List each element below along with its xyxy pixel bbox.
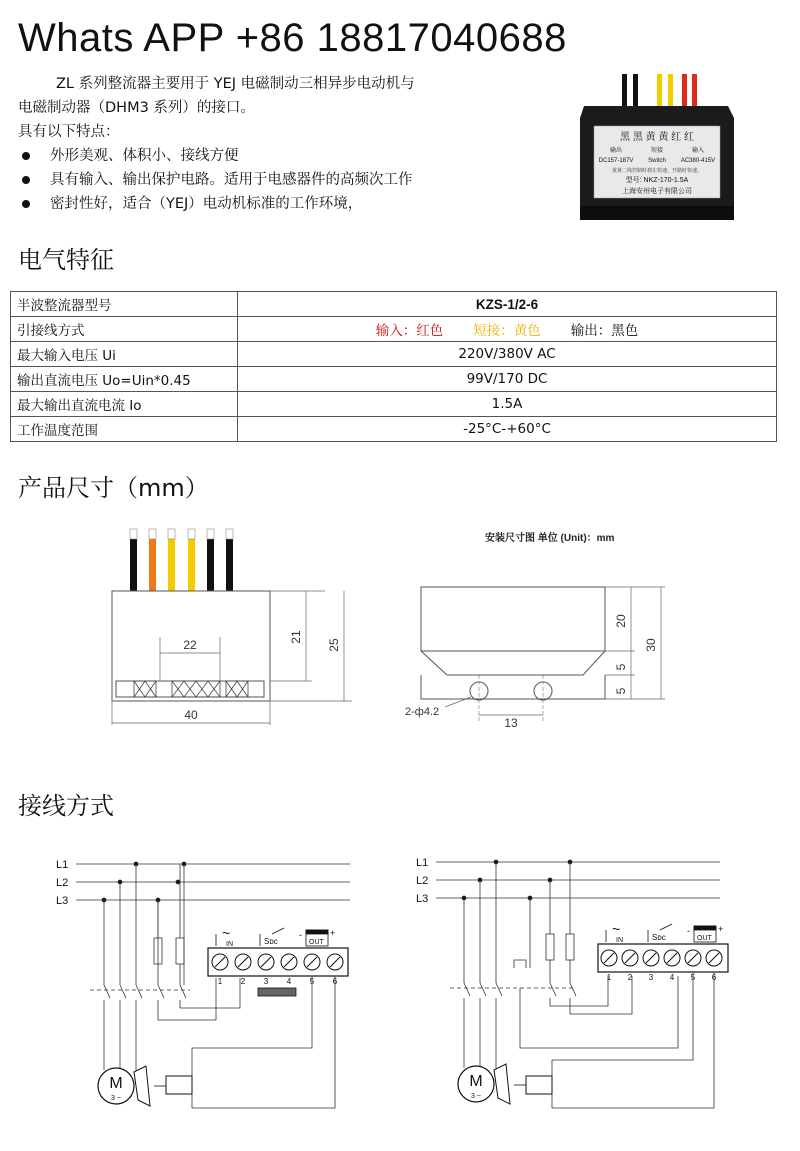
svg-text:1: 1 xyxy=(606,973,612,982)
mount-body-outline xyxy=(421,587,605,675)
label-model: 型号: NKZ-170-1.5A xyxy=(625,177,689,184)
label-output: 输出 xyxy=(609,148,623,154)
motor xyxy=(98,1066,192,1106)
svg-text:Sᴅᴄ: Sᴅᴄ xyxy=(264,937,278,946)
wire-red xyxy=(692,74,697,110)
bullet-dot-icon xyxy=(22,176,30,184)
fuses xyxy=(154,864,184,964)
spec-key: 半波整流器型号 xyxy=(11,292,238,317)
svg-text:4: 4 xyxy=(286,977,292,986)
spec-value: KZS-1/2-6 xyxy=(238,292,777,317)
svg-text:L3: L3 xyxy=(56,895,69,907)
label-switch-val: Switch xyxy=(648,158,666,164)
bullet-dot-icon xyxy=(22,152,30,160)
hatch-marks xyxy=(134,681,248,697)
svg-text:IN: IN xyxy=(226,941,233,948)
mounting-drawing-title: 安装尺寸图 单位 (Unit)：mm xyxy=(485,533,615,544)
svg-text:6: 6 xyxy=(711,973,717,982)
svg-text:Sᴅᴄ: Sᴅᴄ xyxy=(652,933,666,942)
section-dimensions-title: 产品尺寸（mm） xyxy=(18,474,209,502)
feature-text: 具有输入、输出保护电路。适用于电感器件的高频次工作 xyxy=(50,172,413,188)
feature-bullet xyxy=(18,144,558,168)
terminal-block xyxy=(192,925,348,1108)
svg-text:2: 2 xyxy=(627,973,633,982)
spec-key: 引接线方式 xyxy=(11,317,238,342)
table-row xyxy=(11,292,777,317)
svg-text:L1: L1 xyxy=(56,859,69,871)
svg-text:3 ~: 3 ~ xyxy=(111,1095,121,1102)
dim-height-inner: 21 xyxy=(289,630,303,644)
svg-text:2: 2 xyxy=(240,977,246,986)
terminal-block xyxy=(552,921,728,1108)
dim-hole-offset: 13 xyxy=(504,716,518,730)
svg-text:IN: IN xyxy=(616,937,623,944)
dim-height-total: 25 xyxy=(327,638,341,652)
label-note: 黄黄二线控制时刹车快速，开路时快速。 xyxy=(611,168,703,174)
spec-table xyxy=(10,291,777,442)
mount-tab xyxy=(421,675,605,699)
rectifier-product-photo xyxy=(578,66,736,226)
svg-text:5: 5 xyxy=(690,973,696,982)
svg-text:M: M xyxy=(469,1073,483,1090)
svg-text:~: ~ xyxy=(222,925,231,941)
table-row xyxy=(11,317,777,342)
label-wire-colors: 黑 黑 黄 黄 红 红 xyxy=(620,132,694,143)
brake-coil xyxy=(526,1076,552,1094)
spec-key: 输出直流电压 Uo=Uin*0.45 xyxy=(11,367,238,392)
wire-yellow xyxy=(668,74,673,110)
wire-input-red: 输入：红色 xyxy=(375,323,444,339)
table-row xyxy=(11,417,777,442)
dim-tab-1: 5 xyxy=(614,663,628,671)
intro-line-1: ZL 系列整流器主要用于 YEJ 电磁制动三相异步电动机与 xyxy=(56,76,415,92)
svg-text:3: 3 xyxy=(263,977,269,986)
feature-bullet xyxy=(18,192,558,216)
svg-text:1: 1 xyxy=(217,977,223,986)
dim-total-height: 30 xyxy=(644,638,658,652)
spec-key: 最大输入电压 Ui xyxy=(11,342,238,367)
intro-text xyxy=(18,72,558,216)
wiring-diagram-2 xyxy=(410,848,730,1118)
svg-text:+: + xyxy=(330,928,336,938)
svg-text:-: - xyxy=(299,930,302,940)
dim-body-height: 20 xyxy=(614,614,628,628)
svg-text:L2: L2 xyxy=(56,877,69,889)
svg-text:L3: L3 xyxy=(416,893,429,905)
feature-bullet xyxy=(18,168,558,192)
wire-black xyxy=(633,74,638,110)
mounting-dimension-drawing xyxy=(395,525,685,735)
label-input: 输入 xyxy=(691,148,705,154)
svg-text:3: 3 xyxy=(648,973,654,982)
dim-width: 40 xyxy=(184,708,198,722)
phase-labels xyxy=(56,859,68,907)
svg-text:L1: L1 xyxy=(416,857,429,869)
label-company: 上海安州电子有限公司 xyxy=(622,188,692,195)
motor xyxy=(458,1064,552,1104)
spec-key: 最大输出直流电流 Io xyxy=(11,392,238,417)
dim-hole-spacing: 22 xyxy=(183,638,197,652)
lead-wires xyxy=(130,529,233,591)
section-electrical-title: 电气特征 xyxy=(18,246,114,274)
dim-tab-2: 5 xyxy=(614,687,628,695)
bullet-dot-icon xyxy=(22,200,30,208)
spec-key: 工作温度范围 xyxy=(11,417,238,442)
features-title: 具有以下特点： xyxy=(18,124,120,140)
svg-text:M: M xyxy=(109,1075,123,1092)
phase-labels xyxy=(416,857,428,905)
svg-text:~: ~ xyxy=(612,921,621,937)
svg-text:4: 4 xyxy=(669,973,675,982)
rectifier-base xyxy=(580,206,734,220)
svg-text:OUT: OUT xyxy=(309,939,324,946)
feature-text: 密封性好，适合（YEJ）电动机标准的工作环境， xyxy=(50,196,363,212)
fuses xyxy=(530,862,574,968)
section-wiring-title: 接线方式 xyxy=(18,792,114,820)
whatsapp-headline: Whats APP +86 18817040688 xyxy=(18,16,567,60)
brake-coil xyxy=(166,1076,192,1094)
svg-text:OUT: OUT xyxy=(697,935,712,942)
svg-text:5: 5 xyxy=(309,977,315,986)
svg-text:+: + xyxy=(718,924,724,934)
label-output-val: DC157-187V xyxy=(598,158,634,164)
spec-value: -25°C-+60°C xyxy=(238,417,777,442)
table-row xyxy=(11,367,777,392)
spec-value xyxy=(238,317,777,342)
wiring-diagram-1 xyxy=(50,850,360,1120)
label-short: 短接 xyxy=(650,148,664,154)
dim-hole-callout: 2-ф4.2 xyxy=(405,706,440,718)
svg-text:3 ~: 3 ~ xyxy=(471,1093,481,1100)
intro-line-2: 电磁制动器（DHM3 系列）的接口。 xyxy=(18,100,255,116)
svg-text:-: - xyxy=(687,926,690,936)
wire-short-yellow: 短接：黄色 xyxy=(473,323,541,339)
table-row xyxy=(11,342,777,367)
svg-text:6: 6 xyxy=(332,977,338,986)
table-row xyxy=(11,392,777,417)
svg-text:L2: L2 xyxy=(416,875,429,887)
spec-value: 220V/380V AC xyxy=(238,342,777,367)
wire-yellow xyxy=(657,74,662,110)
label-input-val: AC380-415V xyxy=(680,158,716,164)
wire-output-black: 输出：黑色 xyxy=(570,323,639,339)
wire-black xyxy=(622,74,627,110)
spec-value: 99V/170 DC xyxy=(238,367,777,392)
wire-red xyxy=(682,74,687,110)
spec-value: 1.5A xyxy=(238,392,777,417)
short-link xyxy=(258,988,296,996)
feature-text: 外形美观、体积小、接线方便 xyxy=(50,148,239,164)
side-view-drawing xyxy=(90,525,370,735)
